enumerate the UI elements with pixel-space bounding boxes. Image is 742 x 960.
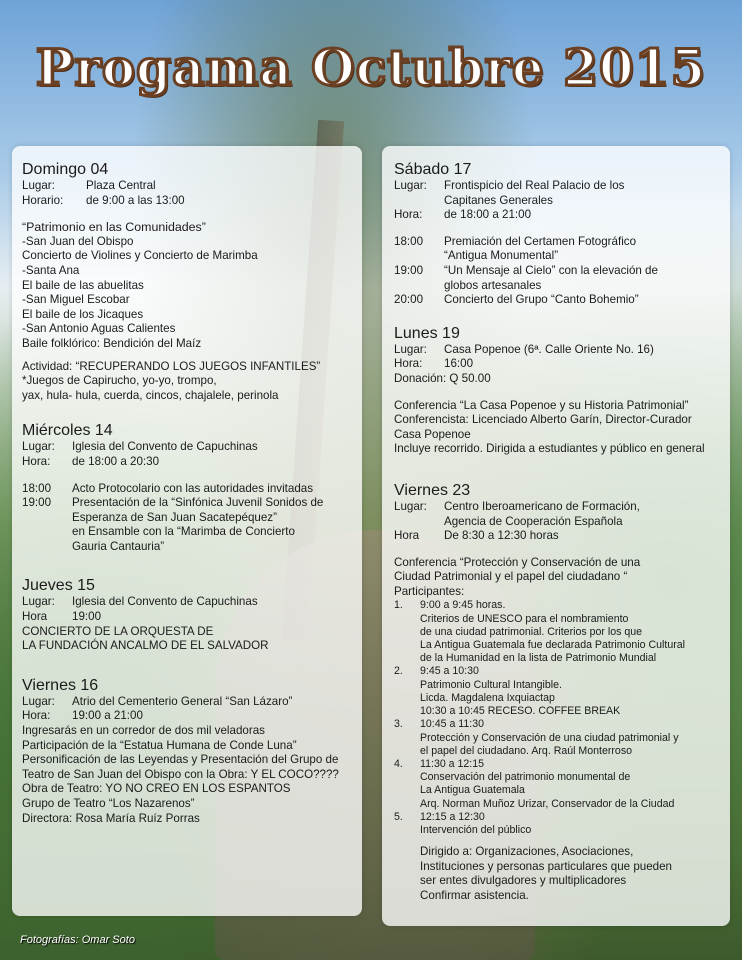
list-item-text: el papel del ciudadano. Arq. Raúl Monterroso <box>420 744 633 757</box>
left-panel <box>12 146 362 916</box>
item-time: 19:00 <box>394 263 424 277</box>
event-miercoles <box>22 421 354 554</box>
text-line: Incluye recorrido. Dirigida a estudiantes y público en general <box>394 442 705 456</box>
label-lugar: Lugar: <box>394 499 427 513</box>
text-line: Personificación de las Leyendas y Presentación del Grupo de <box>22 753 339 767</box>
text-line: -Santa Ana <box>22 263 80 277</box>
text-line: Participación de la “Estatua Humana de Conde Luna” <box>22 738 297 752</box>
label-lugar: Lugar: <box>394 179 427 192</box>
list-item-text: Protección y Conservación de una ciudad patrimonial y <box>420 731 679 744</box>
label-lugar: Lugar: <box>394 342 427 356</box>
label-hora: Hora: <box>22 454 51 468</box>
text-line: Concierto de Violines y Concierto de Marimba <box>22 249 258 263</box>
event-jueves <box>22 576 354 653</box>
text-line: CONCIERTO DE LA ORQUESTA DE <box>22 624 214 638</box>
value-hora: de 18:00 a 21:00 <box>444 208 532 222</box>
value-lugar: Atrio del Cementerio General “San Lázaro” <box>72 694 293 708</box>
item-text: “Un Mensaje al Cielo” con la elevación de <box>444 263 658 277</box>
event-domingo <box>22 160 354 403</box>
text-line: yax, hula- hula, cuerda, cincos, chajalele, perinola <box>22 388 279 402</box>
text-line: Obra de Teatro: YO NO CREO EN LOS ESPANTOS <box>22 782 291 796</box>
event-viernes-23 <box>394 481 724 904</box>
list-item-text: Intervención del público <box>420 823 532 836</box>
heading-jueves: Jueves 15 <box>22 577 95 595</box>
value-horario: de 9:00 a las 13:00 <box>86 193 185 207</box>
heading-miercoles: Miércoles 14 <box>22 422 113 440</box>
heading-viernes-23: Viernes 23 <box>394 481 471 499</box>
label-hora: Hora <box>394 529 420 543</box>
list-item-text: de una ciudad patrimonial. Criterios por los que <box>420 625 643 638</box>
value-lugar: Iglesia del Convento de Capuchinas <box>72 440 258 454</box>
value-lugar: Centro Iberoamericano de Formación, <box>444 499 640 513</box>
list-item: 4. 11:30 a 12:15 <box>394 757 485 770</box>
label-hora: Hora: <box>22 709 51 723</box>
photo-credit: Fotografías: Omar Soto <box>20 934 135 946</box>
donation: Donación: Q 50.00 <box>394 371 491 385</box>
heading-lunes: Lunes 19 <box>394 324 460 342</box>
label-hora: Hora: <box>394 357 423 371</box>
value-lugar: Iglesia del Convento de Capuchinas <box>72 595 258 609</box>
text-line: Confirmar asistencia. <box>420 888 529 902</box>
event-sabado <box>394 160 724 308</box>
value-hora: De 8:30 a 12:30 horas <box>444 529 559 543</box>
item-text: Concierto del Grupo “Canto Bohemio” <box>444 293 639 307</box>
text-line: -San Antonio Aguas Calientes <box>22 322 176 336</box>
value-lugar: Plaza Central <box>86 179 156 192</box>
list-item-text: Licda. Magdalena Ixquiactap <box>420 691 555 704</box>
item-text: “Antigua Monumental” <box>444 249 559 263</box>
text-line: Conferencia “La Casa Popenoe y su Historia Patrimonial” <box>394 398 689 412</box>
label-horario: Horario: <box>22 193 64 207</box>
value-lugar-cont: Agencia de Cooperación Española <box>444 514 623 528</box>
event-lunes <box>394 324 724 457</box>
label-lugar: Lugar: <box>22 179 55 192</box>
text-line: Conferencia “Protección y Conservación de una <box>394 555 641 569</box>
list-item-text: 10:30 a 10:45 RECESO. COFFEE BREAK <box>420 705 621 718</box>
list-item-text: Arq. Norman Muñoz Urizar, Conservador de la Ciudad <box>420 797 675 810</box>
text-line: -San Miguel Escobar <box>22 293 130 307</box>
list-item: 3. 10:45 a 11:30 <box>394 718 485 731</box>
item-text: globos artesanales <box>444 278 542 292</box>
value-hora: 19:00 a 21:00 <box>72 709 143 723</box>
list-item: 2. 9:45 a 10:30 <box>394 665 479 678</box>
heading-viernes-16: Viernes 16 <box>22 676 99 694</box>
item-text: en Ensamble con la “Marimba de Concierto <box>72 525 295 539</box>
list-item-text: Conservación del patrimonio monumental de <box>420 771 631 784</box>
text-line: LA FUNDACIÓN ANCALMO DE EL SALVADOR <box>22 639 269 653</box>
text-line: Dirigido a: Organizaciones, Asociaciones, <box>420 845 634 859</box>
item-time: 20:00 <box>394 293 424 307</box>
value-hora: de 18:00 a 20:30 <box>72 454 160 468</box>
text-line: Actividad: “RECUPERANDO LOS JUEGOS INFANTILES” <box>22 359 321 373</box>
item-text: Presentación de la “Sinfónica Juvenil Sonidos de <box>72 496 324 510</box>
value-hora: 19:00 <box>72 610 102 624</box>
text-line: ser entes divulgadores y multiplicadores <box>420 874 627 888</box>
label-lugar: Lugar: <box>22 595 55 609</box>
subtitle: “Patrimonio en las Comunidades” <box>22 220 206 235</box>
item-time: 18:00 <box>394 234 424 248</box>
text-line: Baile folklórico: Bendición del Maíz <box>22 336 202 350</box>
right-panel <box>382 146 730 926</box>
value-hora: 16:00 <box>444 357 474 371</box>
item-text: Acto Protocolario con las autoridades invitadas <box>72 481 314 495</box>
list-item: 5. 12:15 a 12:30 <box>394 810 485 823</box>
text-line: Teatro de San Juan del Obispo con la Obra: Y EL COCO???? <box>22 767 339 781</box>
item-time: 19:00 <box>22 496 52 510</box>
text-line: Instituciones y personas particulares que pueden <box>420 859 672 873</box>
text-line: El baile de las abuelitas <box>22 278 144 292</box>
text-line: Casa Popenoe <box>394 427 471 441</box>
value-lugar-cont: Capitanes Generales <box>444 193 553 207</box>
text-line: Ingresarás en un corredor de dos mil veladoras <box>22 724 265 738</box>
label-lugar: Lugar: <box>22 440 55 454</box>
text-line: El baile de los Jicaques <box>22 307 144 321</box>
list-item-text: La Antigua Guatemala <box>420 784 525 797</box>
text-line: Ciudad Patrimonial y el papel del ciudadano “ <box>394 570 628 584</box>
item-text: Gauria Cantauria” <box>72 539 165 553</box>
list-item-text: Patrimonio Cultural Intangible. <box>420 678 562 691</box>
text-line: Grupo de Teatro “Los Nazarenos” <box>22 797 195 810</box>
list-item: 1. 9:00 a 9:45 horas. <box>394 599 506 612</box>
list-item-text: de la Humanidad en la lista de Patrimonio Mundial <box>420 652 657 665</box>
text-line: Participantes: <box>394 584 465 598</box>
value-lugar: Frontispicio del Real Palacio de los <box>444 179 625 192</box>
label-hora: Hora: <box>394 208 423 222</box>
value-lugar: Casa Popenoe (6ª. Calle Oriente No. 16) <box>444 342 654 356</box>
item-text: Premiación del Certamen Fotográfico <box>444 234 637 248</box>
page-title: Progama Octubre 2015 <box>35 38 707 97</box>
text-line: -San Juan del Obispo <box>22 234 134 248</box>
item-time: 18:00 <box>22 481 52 495</box>
heading-domingo: Domingo 04 <box>22 161 109 178</box>
label-hora: Hora <box>22 610 48 624</box>
text-line: Conferencista: Licenciado Alberto Garín, Director-Curador <box>394 413 692 427</box>
text-line: Directora: Rosa María Ruíz Porras <box>22 811 200 825</box>
heading-sabado: Sábado 17 <box>394 161 472 178</box>
item-text: Esperanza de San Juan Sacatepéquez” <box>72 510 277 524</box>
list-item-text: Criterios de UNESCO para el nombramiento <box>420 612 629 625</box>
label-lugar: Lugar: <box>22 694 55 708</box>
text-line: *Juegos de Capirucho, yo-yo, trompo, <box>22 374 217 388</box>
event-viernes-16 <box>22 676 354 826</box>
list-item-text: La Antigua Guatemala fue declarada Patrimonio Cultural <box>420 639 686 652</box>
